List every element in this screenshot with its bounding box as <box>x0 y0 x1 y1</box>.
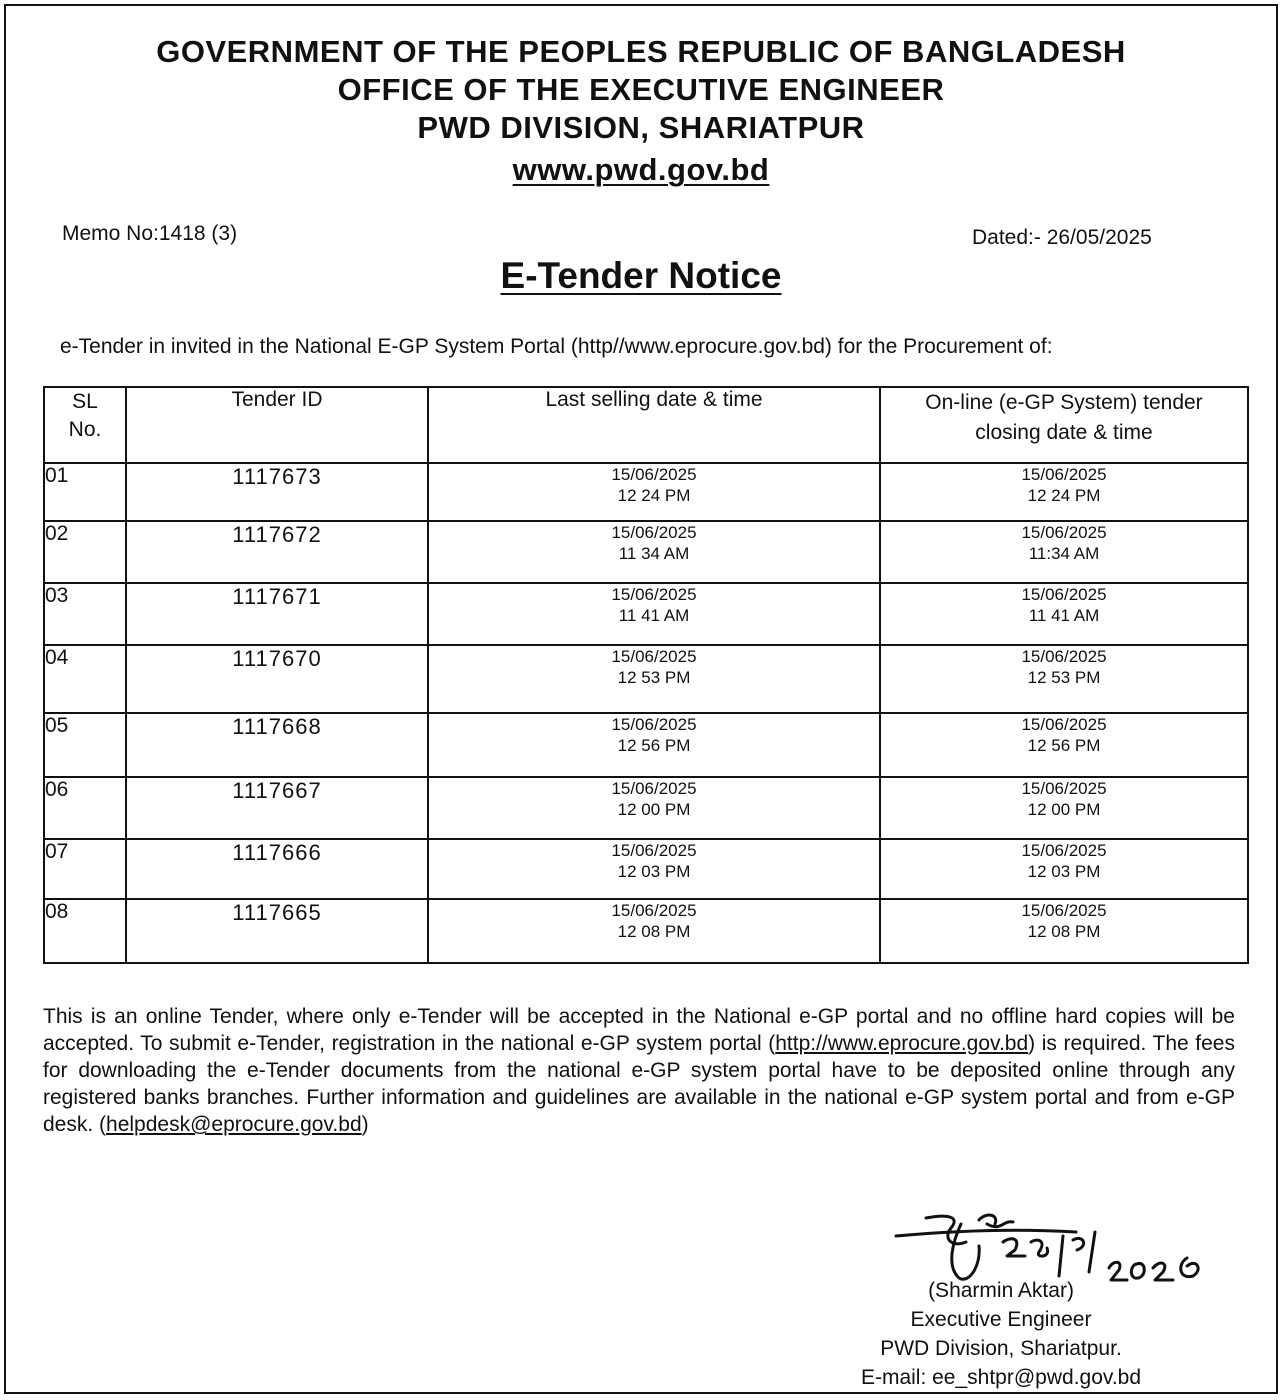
row-sl: 04 <box>44 645 126 713</box>
table-row <box>44 645 1248 713</box>
header-tender-id: Tender ID <box>126 387 428 463</box>
row-closing <box>880 713 1248 777</box>
sell-time: 12 00 PM <box>617 800 691 819</box>
sell-date: 15/06/2025 <box>611 523 697 542</box>
header-closing-line2: closing date & time <box>975 421 1153 444</box>
table-header-row <box>44 387 1248 463</box>
sell-time: 12 56 PM <box>617 736 691 755</box>
table-row <box>44 713 1248 777</box>
memo-number: Memo No:1418 (3) <box>62 222 238 245</box>
intro-text: e-Tender in invited in the National E-GP System Portal (http//www.eprocure.gov.bd) for the Procurement of: <box>60 335 1053 358</box>
row-sl: 05 <box>44 713 126 777</box>
close-time: 12 24 PM <box>1027 486 1101 505</box>
close-date: 15/06/2025 <box>1021 647 1107 666</box>
header-division: PWD DIVISION, SHARIATPUR <box>417 110 865 145</box>
page-title: E-Tender Notice <box>500 255 782 296</box>
close-time: 12 53 PM <box>1027 668 1101 687</box>
portal-link[interactable]: http://www.eprocure.gov.bd <box>775 1032 1029 1055</box>
signatory-office: PWD Division, Shariatpur. <box>880 1337 1122 1360</box>
signatory-designation: Executive Engineer <box>910 1308 1092 1331</box>
notice-page <box>4 4 1278 1394</box>
table-row <box>44 899 1248 963</box>
row-last-selling <box>428 839 880 899</box>
row-last-selling <box>428 777 880 839</box>
row-tender-id: 1117668 <box>126 713 428 777</box>
header-office: OFFICE OF THE EXECUTIVE ENGINEER <box>337 72 945 107</box>
header-sl-label: SL <box>72 390 98 413</box>
website-link[interactable]: www.pwd.gov.bd <box>512 152 770 187</box>
row-last-selling <box>428 521 880 583</box>
header-sl-no <box>44 387 126 463</box>
row-last-selling <box>428 713 880 777</box>
row-tender-id: 1117667 <box>126 777 428 839</box>
row-closing <box>880 521 1248 583</box>
row-closing <box>880 583 1248 645</box>
close-date: 15/06/2025 <box>1021 465 1107 484</box>
row-tender-id: 1117671 <box>126 583 428 645</box>
row-closing <box>880 463 1248 521</box>
sell-time: 12 08 PM <box>617 922 691 941</box>
close-time: 12 03 PM <box>1027 862 1101 881</box>
row-tender-id: 1117665 <box>126 899 428 963</box>
sell-time: 12 53 PM <box>617 668 691 687</box>
header-government: GOVERNMENT OF THE PEOPLES REPUBLIC OF BANGLADESH <box>156 34 1126 69</box>
table-row <box>44 839 1248 899</box>
sell-date: 15/06/2025 <box>611 779 697 798</box>
close-date: 15/06/2025 <box>1021 523 1107 542</box>
row-last-selling <box>428 463 880 521</box>
sell-time: 12 03 PM <box>617 862 691 881</box>
header-no-label: No. <box>68 418 102 441</box>
close-date: 15/06/2025 <box>1021 779 1107 798</box>
row-sl: 07 <box>44 839 126 899</box>
header-last-selling: Last selling date & time <box>428 387 880 463</box>
row-tender-id: 1117670 <box>126 645 428 713</box>
table-row <box>44 521 1248 583</box>
close-time: 12 56 PM <box>1027 736 1101 755</box>
sell-time: 11 41 AM <box>618 606 690 625</box>
sell-date: 15/06/2025 <box>611 465 697 484</box>
sell-date: 15/06/2025 <box>611 647 697 666</box>
row-tender-id: 1117672 <box>126 521 428 583</box>
table-row <box>44 777 1248 839</box>
close-time: 11:34 AM <box>1028 544 1100 563</box>
row-last-selling <box>428 645 880 713</box>
row-sl: 01 <box>44 463 126 521</box>
memo-date: Dated:- 26/05/2025 <box>972 226 1152 249</box>
close-time: 11 41 AM <box>1028 606 1100 625</box>
close-date: 15/06/2025 <box>1021 901 1107 920</box>
sell-date: 15/06/2025 <box>611 585 697 604</box>
row-last-selling <box>428 899 880 963</box>
table-row <box>44 583 1248 645</box>
instructions-part1: This is an online Tender, where only e-Tender will be accepted in the National e-GP portal and no offline hard copies will be accepted. To submit e-Tender, registration in the national e-GP system portal ( <box>43 1005 1235 1055</box>
table-row <box>44 463 1248 521</box>
helpdesk-email-link[interactable]: helpdesk@eprocure.gov.bd <box>106 1113 362 1136</box>
row-sl: 08 <box>44 899 126 963</box>
close-time: 12 00 PM <box>1027 800 1101 819</box>
signatory-email: E-mail: ee_shtpr@pwd.gov.bd <box>860 1366 1142 1389</box>
instructions-part3: ) <box>361 1113 369 1136</box>
row-closing <box>880 899 1248 963</box>
instructions-paragraph <box>43 1003 1235 1138</box>
row-sl: 02 <box>44 521 126 583</box>
sell-time: 12 24 PM <box>617 486 691 505</box>
close-time: 12 08 PM <box>1027 922 1101 941</box>
instructions-part2: ) is required. The fees for downloading the e-Tender documents from the national e-GP system portal have to be deposited online through any registered banks branches. Further information and guidelines are available in the national e-GP system portal and from e-GP desk. ( <box>43 1032 1235 1136</box>
header-website <box>6 152 1276 188</box>
row-tender-id: 1117673 <box>126 463 428 521</box>
signatory-name: (Sharmin Aktar) <box>928 1279 1074 1302</box>
row-sl: 06 <box>44 777 126 839</box>
sell-time: 11 34 AM <box>618 544 690 563</box>
tender-table <box>43 386 1249 964</box>
sell-date: 15/06/2025 <box>611 715 697 734</box>
row-sl: 03 <box>44 583 126 645</box>
header-closing-line1: On-line (e-GP System) tender <box>925 391 1203 414</box>
sell-date: 15/06/2025 <box>611 901 697 920</box>
row-closing <box>880 777 1248 839</box>
close-date: 15/06/2025 <box>1021 841 1107 860</box>
row-closing <box>880 645 1248 713</box>
row-tender-id: 1117666 <box>126 839 428 899</box>
header-closing <box>880 387 1248 463</box>
close-date: 15/06/2025 <box>1021 585 1107 604</box>
row-last-selling <box>428 583 880 645</box>
sell-date: 15/06/2025 <box>611 841 697 860</box>
row-closing <box>880 839 1248 899</box>
close-date: 15/06/2025 <box>1021 715 1107 734</box>
